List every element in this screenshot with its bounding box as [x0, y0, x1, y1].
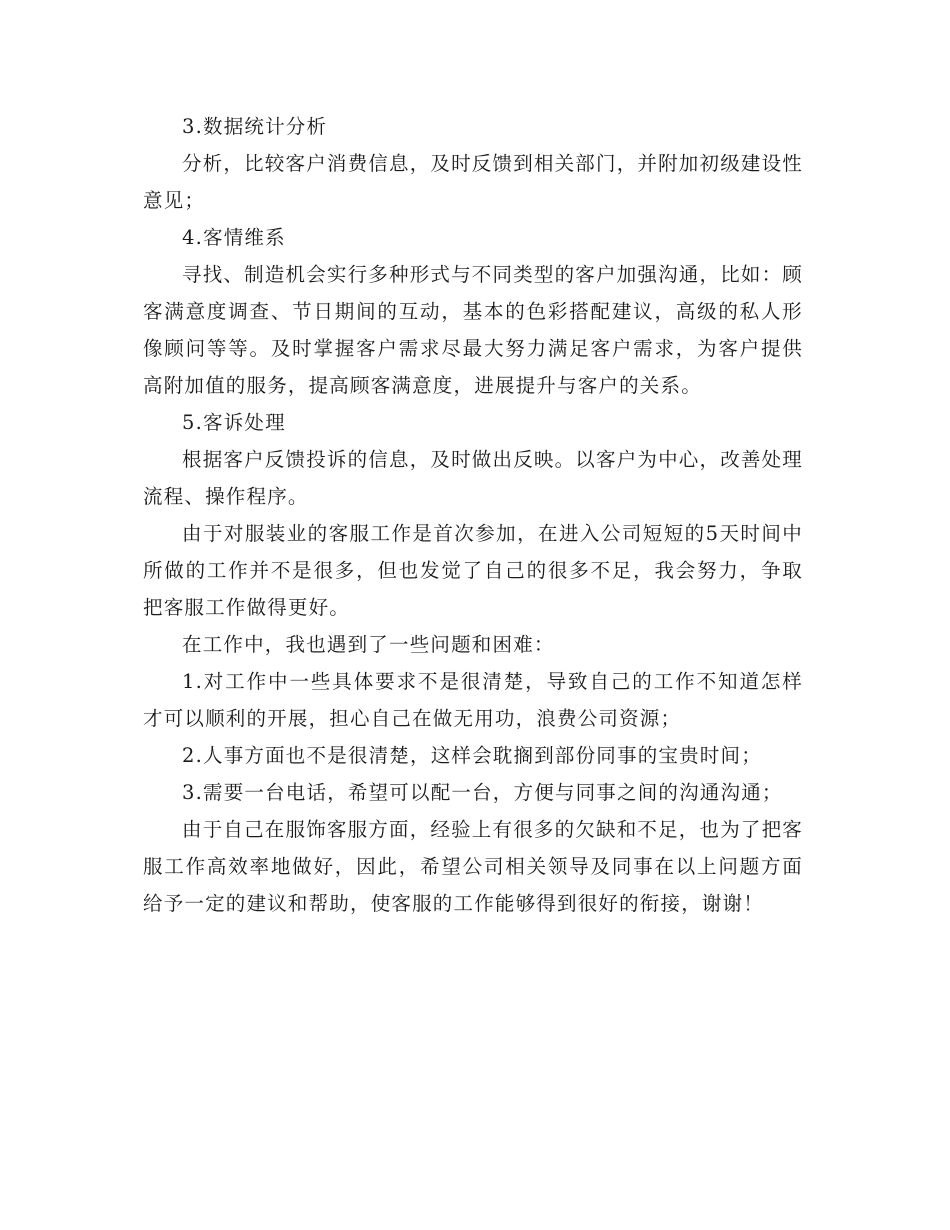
- paragraph-data-analysis: 分析，比较客户消费信息，及时反馈到相关部门，并附加初级建设性意见；: [143, 152, 804, 212]
- paragraph-complaint-handling: 根据客户反馈投诉的信息，及时做出反映。以客户为中心，改善处理流程、操作程序。: [143, 448, 804, 508]
- section-heading-complaint-handling: 5.客诉处理: [182, 411, 286, 434]
- paragraph-closing: 由于自己在服饰客服方面，经验上有很多的欠缺和不足，也为了把客服工作高效率地做好，因此，希望公司相关领导及同事在以上问题方面给予一定的建议和帮助，使客服的工作能够得到很好的衔接，谢谢！: [143, 818, 804, 915]
- document-body: [143, 108, 803, 922]
- paragraph-customer-relations: 寻找、制造机会实行多种形式与不同类型的客户加强沟通，比如：顾客满意度调查、节日期间的互动，基本的色彩搭配建议，高级的私人形像顾问等等。及时掌握客户需求尽最大努力满足客户需求，为客户提供高附加值的服务，提高顾客满意度，进展提升与客户的关系。: [143, 263, 804, 397]
- paragraph-problems-intro: 在工作中，我也遇到了一些问题和困难：: [182, 633, 555, 656]
- list-item-problem-3: 3.需要一台电话，希望可以配一台，方便与同事之间的沟通沟通；: [182, 781, 783, 804]
- section-heading-customer-relations: 4.客情维系: [182, 226, 286, 249]
- paragraph-first-time-summary: 由于对服装业的客服工作是首次参加，在进入公司短短的5天时间中所做的工作并不是很多，但也发觉了自己的很多不足，我会努力，争取把客服工作做得更好。: [143, 522, 803, 619]
- list-item-problem-1: 1.对工作中一些具体要求不是很清楚，导致自己的工作不知道怎样才可以顺利的开展，担心自己在做无用功，浪费公司资源；: [143, 670, 803, 730]
- section-heading-data-analysis: 3.数据统计分析: [182, 115, 328, 138]
- list-item-problem-2: 2.人事方面也不是很清楚，这样会耽搁到部份同事的宝贵时间；: [182, 744, 762, 767]
